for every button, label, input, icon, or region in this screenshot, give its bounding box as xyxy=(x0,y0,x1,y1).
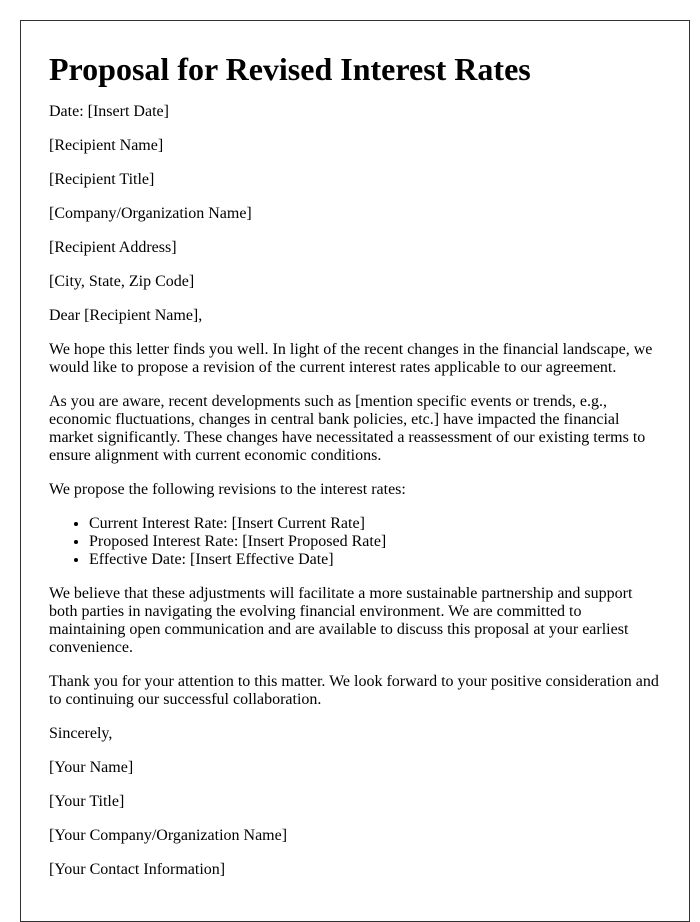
intro-paragraph: We hope this letter finds you well. In light of the recent changes in the financial landscape, we would like to propose a revision of the current interest rates applicable to our agreement. xyxy=(49,341,653,376)
recipient-name: [Recipient Name] xyxy=(49,137,164,154)
sender-title: [Your Title] xyxy=(49,793,125,810)
revision-item-proposed-rate: • Proposed Interest Rate: [Insert Proposed Rate] xyxy=(89,533,661,551)
thanks-paragraph: Thank you for your attention to this matter. We look forward to your positive consideration and to continuing our successful collaboration. xyxy=(49,673,659,708)
salutation: Dear [Recipient Name], xyxy=(49,307,203,324)
revision-item-current-rate: • Current Interest Rate: [Insert Current Rate] xyxy=(89,515,661,533)
recipient-city-state-zip: [City, State, Zip Code] xyxy=(49,273,195,290)
recipient-address: [Recipient Address] xyxy=(49,239,177,256)
date-line: Date: [Insert Date] xyxy=(49,103,169,120)
recipient-company: [Company/Organization Name] xyxy=(49,205,252,222)
sign-off: Sincerely, xyxy=(49,725,113,742)
revision-item-effective-date: • Effective Date: [Insert Effective Date] xyxy=(89,551,661,569)
context-paragraph: As you are aware, recent developments such as [mention specific events or trends, e.g., economic fluctuations, changes in central bank policies, etc.] have impacted the financial market significantly. These changes have necessitated a reassessment of our existing terms to ensure alignment with current economic conditions. xyxy=(49,393,646,464)
sender-contact: [Your Contact Information] xyxy=(49,861,226,878)
recipient-title: [Recipient Title] xyxy=(49,171,155,188)
sender-company: [Your Company/Organization Name] xyxy=(49,827,288,844)
sender-name: [Your Name] xyxy=(49,759,134,776)
proposal-lead-paragraph: We propose the following revisions to the interest rates: xyxy=(49,481,406,498)
revisions-list xyxy=(49,515,661,569)
benefit-paragraph: We believe that these adjustments will facilitate a more sustainable partnership and support both parties in navigating the evolving financial environment. We are committed to maintaining open communication and are available to discuss this proposal at your earliest convenience. xyxy=(49,585,633,656)
letter-title: Proposal for Revised Interest Rates xyxy=(49,51,531,87)
letter-page xyxy=(20,20,690,922)
